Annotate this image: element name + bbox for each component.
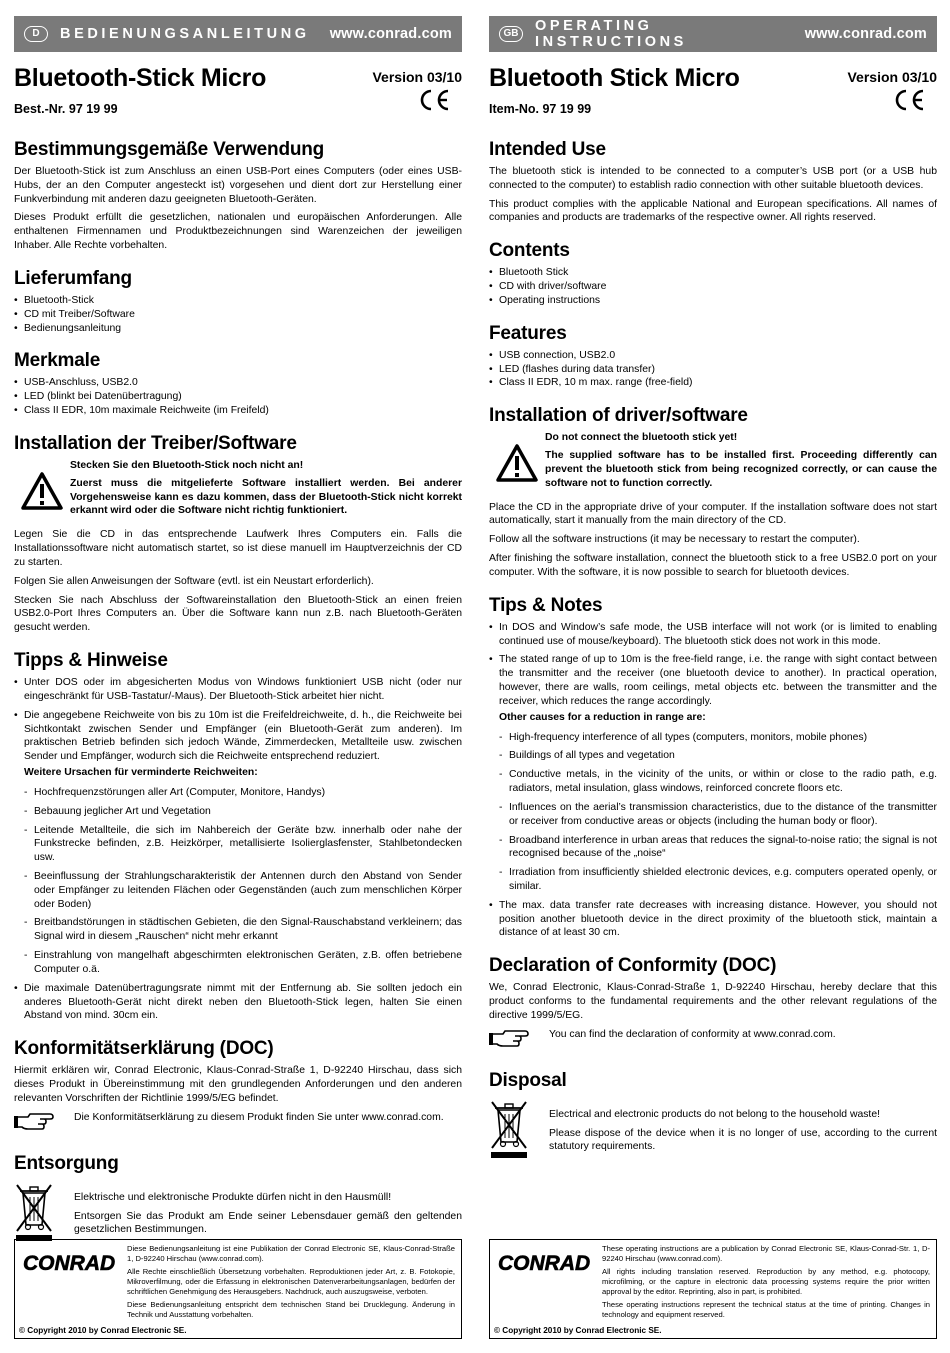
disposal-text: Elektrische und elektronische Produkte dürfen nicht in den Hausmüll! (74, 1191, 392, 1203)
doc-note (489, 1028, 937, 1055)
list-item: - High-frequency interference of all types (computers, monitors, mobile phones) (499, 731, 937, 745)
warning-text: Do not connect the bluetooth stick yet! (545, 432, 738, 444)
language-badge: GB (499, 26, 523, 42)
german-footer (14, 1239, 462, 1339)
intended-use-text: The bluetooth stick is intended to be connected to a computer’s USB port (or a USB hub connected to the computer) to establish radio connection with other suitable bluetooth devices. (489, 166, 937, 191)
install-step: Folgen Sie allen Anweisungen der Software (evtl. ist ein Neustart erforderlich). (14, 575, 374, 587)
contents-list (489, 266, 937, 307)
installation-heading: Installation of driver/software (489, 405, 748, 427)
conrad-logo (21, 1250, 125, 1274)
list-item: - Broadband interference in urban areas that reduces the signal-to-noise ratio; the signal is not recognised because of the „noise“ (499, 834, 937, 862)
list-item: • The max. data transfer rate decreases with increasing distance. However, you should not position another bluetooth device in the direct proximity of the bluetooth stick, maintain a distance of at least 30 cm. (489, 899, 937, 940)
footer-text: These operating instructions represent the technical status at the time of printing. Changes in technology and equipment reserved. (602, 1300, 930, 1320)
german-column (14, 16, 462, 1248)
version-label: Version 03/10 (847, 69, 937, 85)
conrad-logo (496, 1250, 600, 1274)
list-item: • Operating instructions (489, 294, 937, 308)
product-header (489, 52, 937, 124)
footer-text: Diese Bedienungsanleitung ist eine Publikation der Conrad Electronic SE, Klaus-Conrad-Straße 1, D-92240 Hirschau (www.conrad.com). (127, 1244, 455, 1264)
item-number: Item-No. 97 19 99 (489, 102, 592, 116)
list-item: • CD with driver/software (489, 280, 937, 294)
installation-heading: Installation der Treiber/Software (14, 432, 297, 454)
list-item: • Bluetooth Stick (489, 266, 937, 280)
footer-text: These operating instructions are a publication by Conrad Electronic SE, Klaus-Conrad-Str. 1, D-92240 Hirschau (www.conrad.com). (602, 1244, 930, 1264)
intended-use-text: Der Bluetooth-Stick ist zum Anschluss an einen USB-Port eines Computers (oder eines USB-Hubs, der an den Computer angesteckt ist) vorgesehen und dient dort zur Herstellung einer Funkverbindung mit anderen dazu geeigneten Bluetooth-Geräten. (14, 166, 462, 205)
intended-use-heading: Intended Use (489, 139, 606, 160)
warning-text: The supplied software has to be installed first. Proceeding differently can prevent the bluetooth stick from being recognized correctly, or can cause the software not to function correctly. (545, 450, 937, 489)
list-item: • LED (flashes during data transfer) (489, 363, 937, 377)
warning-triangle-icon (495, 443, 539, 483)
footer-text: All rights including translation reserved. Reproduction by any method, e.g. photocopy, microfilming, or the capture in electronic data processing systems require the prior written approval by the editor. Reprinting, also in part, is prohibited. (602, 1267, 930, 1297)
crossed-out-bin-icon (489, 1098, 529, 1160)
english-banner (489, 16, 937, 52)
list-item-text: Die angegebene Reichweite von bis zu 10m ist die Freifeldreichweite, d. h., die Reichweite bei Sichtkontakt zwischen Sender und Empfänger (ein Bluetooth-Gerät zum anderen). Im praktischen Betrieb befinden sich jedoch Wände, Zimmerdecken, Metallteile usw. zwischen Sender und Empfänger, wodurch sich die Reichweite entsprechend reduziert. (24, 709, 462, 763)
doc-text: We, Conrad Electronic, Klaus-Conrad-Straße 1, D-92240 Hirschau, hereby declare that this product conforms to the fundamental requirements and the other relevant regulations of the directive 1999/5/EG. (489, 982, 937, 1021)
list-item: • Bluetooth-Stick (14, 294, 462, 308)
german-banner (14, 16, 462, 52)
copyright: © Copyright 2010 by Conrad Electronic SE. (494, 1326, 662, 1335)
install-step: Follow all the software instructions (it may be necessary to restart the computer). (489, 534, 860, 546)
features-heading: Features (489, 322, 567, 344)
warning-triangle-icon (20, 471, 64, 511)
doc-heading: Konformitätserklärung (DOC) (14, 1038, 274, 1060)
tips-list (14, 676, 462, 1023)
compliance-text: This product complies with the applicable National and European specifications. All names of companies and products are trademarks of the respective owner. All rights reserved. (489, 198, 937, 224)
product-title: Bluetooth-Stick Micro (14, 64, 267, 92)
disposal-text: Please dispose of the device when it is no longer of use, according to the current statutory requirements. (549, 1127, 937, 1153)
footer-text: Diese Bedienungsanleitung entspricht dem technischen Stand bei Drucklegung. Änderung in Technik und Ausstattung vorbehalten. (127, 1300, 455, 1320)
install-step: Stecken Sie nach Abschluss der Softwareinstallation den Bluetooth-Stick an einen freien USB2.0-Port Ihres Computers an. Über die Software kann nun z.B. nach Bluetooth-Geräten gesucht werden. (14, 594, 462, 634)
features-heading: Merkmale (14, 350, 101, 372)
banner-url: www.conrad.com (329, 26, 452, 42)
warning-text: Zuerst muss die mitgelieferte Software installiert werden. Bei anderer Vorgehensweise kann es dazu kommen, dass der Bluetooth-Stick nicht korrekt erkannt wird oder die Software nicht richtig funktioniert. (70, 477, 462, 517)
contents-list (14, 294, 462, 335)
install-step: Place the CD in the appropriate drive of your computer. If the installation software does not start automatically, start it manually from the main directory of the CD. (489, 501, 937, 527)
tips-list (489, 621, 937, 941)
copyright: © Copyright 2010 by Conrad Electronic SE. (19, 1326, 187, 1335)
disposal-block (14, 1181, 462, 1248)
english-footer (489, 1239, 937, 1339)
list-item: • USB-Anschluss, USB2.0 (14, 376, 462, 390)
banner-url: www.conrad.com (804, 26, 927, 42)
language-badge: D (24, 26, 48, 42)
causes-list (499, 731, 937, 894)
doc-note-text: You can find the declaration of conformity at www.conrad.com. (549, 1028, 836, 1040)
pointing-hand-icon (489, 1028, 529, 1050)
ce-mark-icon (891, 88, 927, 112)
english-column (489, 16, 937, 1165)
crossed-out-bin-icon (14, 1181, 54, 1243)
list-item: • Unter DOS oder im abgesicherten Modus von Windows funktioniert USB nicht (oder nur eingeschränkt für USB-Tastatur/-Maus). Der Bluetooth-Stick arbeitet hier nicht. (14, 676, 462, 704)
features-list (489, 349, 937, 390)
list-item: • USB connection, USB2.0 (489, 349, 937, 363)
list-item (489, 653, 937, 893)
list-item: - Influences on the aerial’s transmission characteristics, due to the distance of the transmitter or receiver from conductive areas or objects (including the human body or floor). (499, 801, 937, 829)
pointing-hand-icon (14, 1111, 54, 1133)
warning-text: Stecken Sie den Bluetooth-Stick noch nicht an! (70, 459, 304, 471)
list-item: • Bedienungsanleitung (14, 322, 462, 336)
tips-heading: Tips & Notes (489, 594, 603, 616)
ce-mark-icon (416, 88, 452, 112)
item-number: Best.-Nr. 97 19 99 (14, 102, 118, 116)
list-item: • Class II EDR, 10 m max. range (free-field) (489, 376, 937, 390)
doc-note-text: Die Konformitätserklärung zu diesem Produkt finden Sie unter www.conrad.com. (74, 1111, 444, 1123)
product-header (14, 52, 462, 124)
install-step: Legen Sie die CD in das entsprechende Laufwerk Ihres Computers ein. Falls die Installationssoftware nicht automatisch startet, so ist diese manuell im Hauptverzeichnis der CD zu starten. (14, 529, 462, 568)
list-item (14, 709, 462, 977)
list-item: - Buildings of all types and vegetation (499, 749, 937, 763)
disposal-text: Entsorgen Sie das Produkt am Ende seiner Lebensdauer gemäß den geltenden gesetzlichen Bestimmungen. (74, 1210, 462, 1236)
doc-note (14, 1111, 462, 1138)
warning-block (14, 459, 462, 522)
list-item: - Hochfrequenzstörungen aller Art (Computer, Monitore, Handys) (24, 786, 462, 800)
list-item: - Einstrahlung von mangelhaft abgeschirmten elektronischen Geräten, z.B. offen betriebene Computer o.ä. (24, 949, 462, 977)
list-item: • LED (blinkt bei Datenübertragung) (14, 390, 462, 404)
causes-subheading: Weitere Ursachen für verminderte Reichweiten: (24, 767, 258, 779)
footer-text: Alle Rechte einschließlich Übersetzung vorbehalten. Reproduktionen jeder Art, z. B. Fotokopie, Mikroverfilmung, oder die Erfassung in elektronischen Datenverarbeitungsanlagen, bedürfen der schriftlichen Genehmigung des Herausgebers. Nachdruck, auch auszugsweise, verboten. (127, 1267, 455, 1297)
doc-text: Hiermit erklären wir, Conrad Electronic, Klaus-Conrad-Straße 1, D-92240 Hirschau, dass sich dieses Produkt in Übereinstimmung mit den grundlegenden Anforderungen und den anderen relevanten Vorschriften der Richtlinie 1999/5/EG befindet. (14, 1065, 462, 1104)
disposal-block (489, 1098, 937, 1165)
compliance-text: Dieses Produkt erfüllt die gesetzlichen, nationalen und europäischen Anforderungen. Alle enthaltenen Firmennamen und Produktbezeichnungen sind Warenzeichen der jeweiligen Inhaber. Alle Rechte vorbehalten. (14, 212, 462, 252)
causes-list (24, 786, 462, 977)
banner-title: BEDIENUNGSANLEITUNG (60, 26, 310, 42)
list-item: - Breitbandstörungen in städtischen Gebieten, die den Signal-Rauschabstand verkleinern; das Signal wird in diesem „Rauschen“ nicht mehr erkannt (24, 916, 462, 944)
features-list (14, 376, 462, 417)
product-title: Bluetooth Stick Micro (489, 64, 740, 92)
list-item: • CD mit Treiber/Software (14, 308, 462, 322)
svg-text:CONRAD: CONRAD (23, 1252, 116, 1274)
version-label: Version 03/10 (372, 69, 462, 85)
intended-use-heading: Bestimmungsgemäße Verwendung (14, 139, 325, 160)
install-step: After finishing the software installation, connect the bluetooth stick to a free USB2.0 port on your computer. With the software, it is now possible to search for bluetooth devices. (489, 553, 937, 578)
disposal-heading: Entsorgung (14, 1152, 119, 1174)
list-item: - Bebauung jeglicher Art und Vegetation (24, 805, 462, 819)
banner-title: OPERATING INSTRUCTIONS (535, 18, 687, 50)
list-item: - Irradiation from insufficiently shielded electronic devices, e.g. computers operated openly, or similar. (499, 866, 937, 894)
list-item: - Beeinflussung der Strahlungscharakteristik der Antennen durch den Abstand von Sender oder Empfänger zu leitenden Flächen oder Gegenständen (auch zum menschlichen Körper oder Boden) (24, 870, 462, 911)
list-item: - Conductive metals, in the vicinity of the units, or within or close to the radio path, e.g. radiators, metal insulation, glass windows, reinforced concrete floors etc. (499, 768, 937, 796)
svg-text:CONRAD: CONRAD (498, 1252, 591, 1274)
list-item: - Leitende Metallteile, die sich im Nahbereich der Geräte bzw. innerhalb oder nahe der Funkstrecke befinden, z.B. Heizkörper, metallisierte Isolierglasfenster, Stahlbetondecken usw. (24, 824, 462, 865)
tips-heading: Tipps & Hinweise (14, 650, 168, 672)
disposal-text: Electrical and electronic products do not belong to the household waste! (549, 1108, 880, 1120)
list-item: • In DOS and Window’s safe mode, the USB interface will not work (or is limited to enabling continued use of mouse/keyboard). The bluetooth stick does not work in this mode. (489, 621, 937, 649)
disposal-heading: Disposal (489, 1069, 567, 1091)
list-item-text: The stated range of up to 10m is the free-field range, i.e. the range with sight contact between the transmitter and the receiver (one bluetooth device to another). In practical operation, however, there are walls, room ceilings, metal objects etc. between the transmitter and the receiver, which reduces the range accordingly. (499, 654, 937, 707)
warning-block (489, 431, 937, 494)
causes-subheading: Other causes for a reduction in range are: (499, 711, 706, 723)
doc-heading: Declaration of Conformity (DOC) (489, 955, 777, 977)
list-item: • Die maximale Datenübertragungsrate nimmt mit der Entfernung ab. Sie sollten jedoch ein anderes Bluetooth-Gerät nicht direkt neben den Bluetooth-Stick legen, halten Sie einen Abstand von mind. 30cm ein. (14, 982, 462, 1023)
contents-heading: Contents (489, 240, 570, 262)
list-item: • Class II EDR, 10m maximale Reichweite (im Freifeld) (14, 404, 462, 418)
contents-heading: Lieferumfang (14, 267, 132, 289)
